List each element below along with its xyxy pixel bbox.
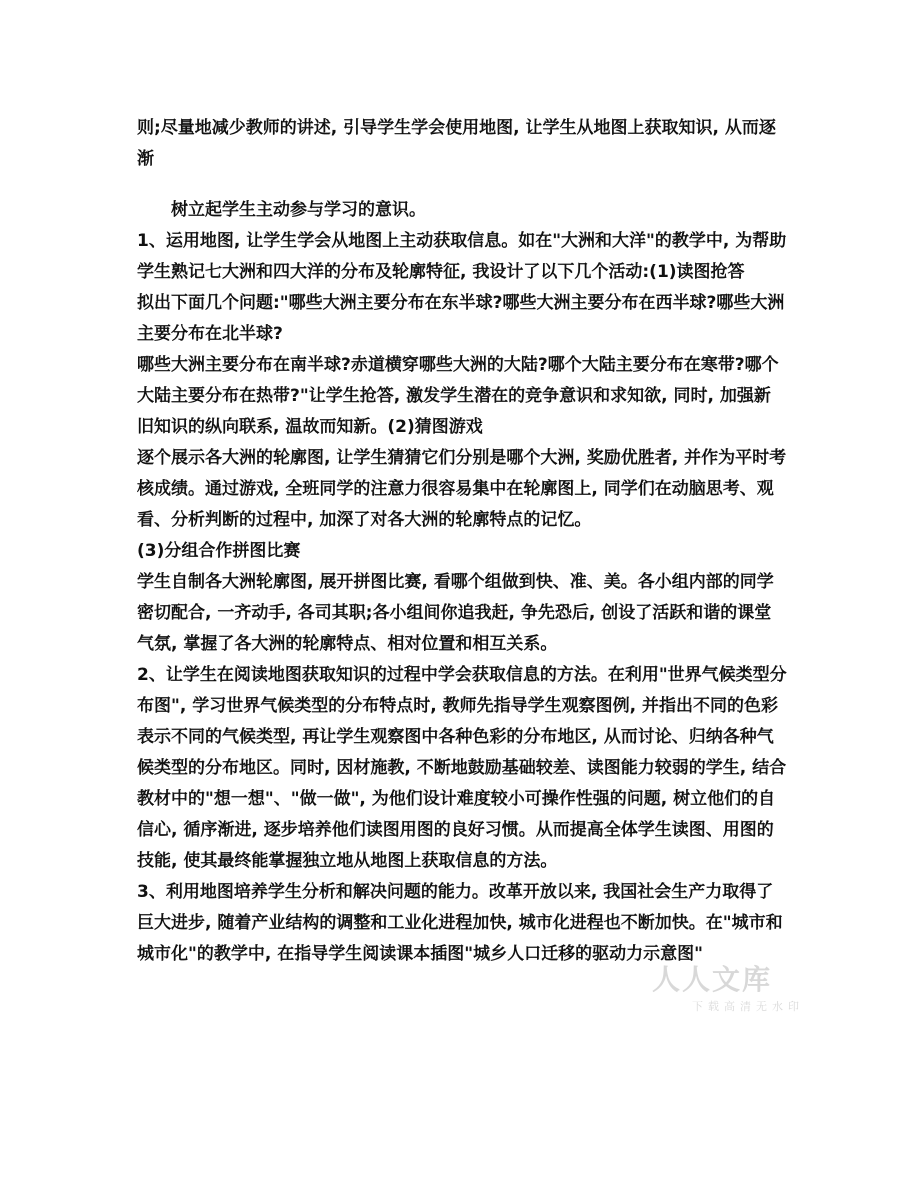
- paragraph-puzzle-heading: (3)分组合作拼图比赛: [137, 541, 301, 561]
- paragraph-point-2: 2、让学生在阅读地图获取知识的过程中学会获取信息的方法。在利用"世界气候类型分布图", 学习世界气候类型的分布特点时, 教师先指导学生观察图例, 并指出不同的色彩表示不同的气候类型, 再让学生观察图中各种色彩的分布地区, 从而讨论、归纳各种气候类型的分布地区。同时, 因材施教, 不断地鼓励基础较差、读图能力较弱的学生, 结合教材中的"想一想"、"做一做", 为他们设计难度较小可操作性强的问题, 树立他们的自信心, 循序渐进, 逐步培养他们读图用图的良好习惯。从而提高全体学生读图、用图的技能, 使其最终能掌握独立地从地图上获取信息的方法。: [137, 665, 787, 871]
- paragraph-point-1: 1、运用地图, 让学生学会从地图上主动获取信息。如在"大洲和大洋"的教学中, 为帮助学生熟记七大洲和四大洋的分布及轮廓特征, 我设计了以下几个活动:(1)读图抢答: [137, 231, 787, 282]
- paragraph-puzzle: 学生自制各大洲轮廓图, 展开拼图比赛, 看哪个组做到快、准、美。各小组内部的同学密切配合, 一齐动手, 各司其职;各小组间你追我赶, 争先恐后, 创设了活跃和谐的课堂气氛, 掌握了各大洲的轮廓特点、相对位置和相互关系。: [137, 572, 774, 654]
- watermark-subtitle: 下载高清无水印: [692, 1000, 804, 1013]
- paragraph-awareness: 树立起学生主动参与学习的意识。: [171, 200, 426, 220]
- watermark-title: 人人文库: [652, 963, 773, 996]
- document-body: [137, 113, 787, 970]
- paragraph-questions-a: 拟出下面几个问题:"哪些大洲主要分布在东半球?哪些大洲主要分布在西半球?哪些大洲主要分布在北半球?: [137, 293, 785, 344]
- paragraph-intro: 则;尽量地减少教师的讲述, 引导学生学会使用地图, 让学生从地图上获取知识, 从而逐渐: [137, 118, 776, 169]
- paragraph-guess-game: 逐个展示各大洲的轮廓图, 让学生猜猜它们分别是哪个大洲, 奖励优胜者, 并作为平时考核成绩。通过游戏, 全班同学的注意力很容易集中在轮廓图上, 同学们在动脑思考、观看、分析判断的过程中, 加深了对各大洲的轮廓特点的记忆。: [137, 448, 787, 530]
- paragraph-point-3: 3、利用地图培养学生分析和解决问题的能力。改革开放以来, 我国社会生产力取得了巨大进步, 随着产业结构的调整和工业化进程加快, 城市化进程也不断加快。在"城市和城市化"的教学中, 在指导学生阅读课本插图"城乡人口迁移的驱动力示意图": [137, 882, 783, 964]
- paragraph-questions-b: 哪些大洲主要分布在南半球?赤道横穿哪些大洲的大陆?哪个大陆主要分布在寒带?哪个大陆主要分布在热带?"让学生抢答, 激发学生潜在的竞争意识和求知欲, 同时, 加强新旧知识的纵向联系, 温故而知新。(2)猜图游戏: [137, 355, 779, 437]
